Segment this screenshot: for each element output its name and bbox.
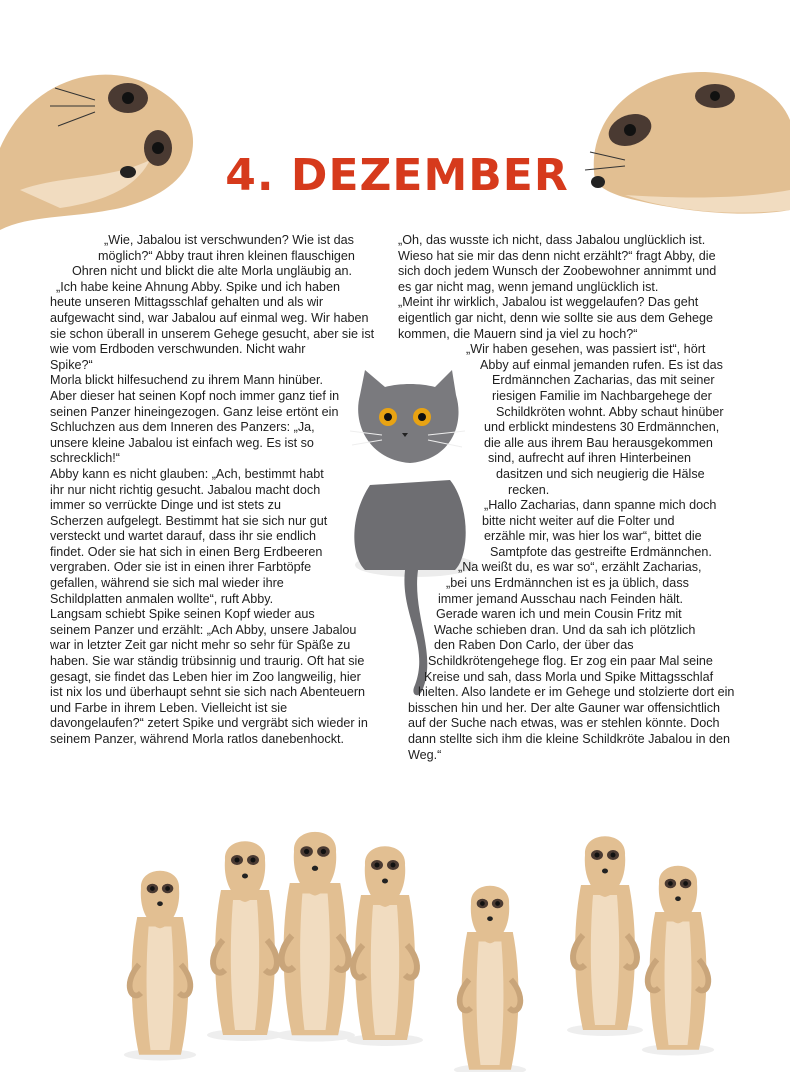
meerkat-figure [642,866,714,1056]
story-line: riesigen Familie im Nachbargehege der [492,388,712,403]
story-line: hielten. Also landete er im Gehege und stolzierte dort ein [418,685,735,700]
story-line: „Wie, Jabalou ist verschwunden? Wie ist das [104,233,354,247]
story-line: Abby kann es nicht glauben: „Ach, bestimmt habt [50,466,324,481]
story-line: davongelaufen?“ zetert Spike und vergräbt sich wieder in [50,716,368,731]
story-line: Spike?“ [50,357,93,372]
story-line: Wache schieben dran. Und da sah ich plötzlich [434,622,696,637]
story-line: gefallen, während sie sich mal wieder ihre [50,576,284,591]
story-line: kommen, die Mauern sind ja viel zu hoch?“ [398,326,638,341]
story-column-left [50,233,380,748]
story-line: sie schon überall in unserem Gehege gesucht, aber sie ist [50,326,375,341]
story-line: Abby auf einmal jemanden rufen. Es ist das [480,357,723,372]
story-line: die alle aus ihrem Bau herausgekommen [484,435,713,450]
story-line: ist nix los und überhaupt sehnt sie sich nach Abenteuern [50,685,366,700]
story-line: findet. Oder sie hat sich in einen Berg Erdbeeren [50,544,323,559]
story-line: „Meint ihr wirklich, Jabalou ist weggelaufen? Das geht [398,295,699,310]
story-line: „Oh, das wusste ich nicht, dass Jabalou unglücklich ist. [398,233,706,247]
story-line: eigentlich gar nicht, denn wie sollte sie aus dem Gehege [398,310,714,325]
story-line: möglich?“ Abby traut ihren kleinen flauschigen [98,248,355,263]
story-line: Schildkrötengehege flog. Er zog ein paar Mal seine [428,654,713,669]
story-line: unsere kleine Jabalou ist einfach weg. Es ist so [50,435,314,450]
story-line: bitte nicht weiter auf die Folter und [482,513,675,528]
story-line: Ohren nicht und blickt die alte Morla ungläubig an. [72,264,353,279]
story-line: „bei uns Erdmännchen ist es ja üblich, dass [446,576,689,591]
story-line: heute unseren Mittagsschlaf gehalten und als wir [50,295,324,310]
meerkat-illustration-top-left [0,40,215,245]
story-line: „Na weißt du, es war so“, erzählt Zacharias, [458,560,702,575]
story-line: wie vom Erdboden verschwunden. Nicht wahr [50,342,306,357]
story-line: sind, aufrecht auf ihren Hinterbeinen [488,451,692,466]
story-line: „Hallo Zacharias, dann spanne mich doch [484,498,717,513]
story-line: seinem Panzer und erzählt: „Ach Abby, unsere Jabalou [50,622,357,637]
meerkat-figure [454,886,526,1072]
story-line: Gerade waren ich und mein Cousin Fritz mit [436,607,682,622]
story-line: erzähle mir, was hier los war“, bittet die [484,529,702,544]
story-line: es gar nicht mag, wenn jemand unglücklich ist. [398,279,659,294]
meerkat-figure [347,846,423,1046]
story-line: seinen Panzer hineingezogen. Ganz leise ertönt ein [50,404,339,419]
meerkat-illustration-top-right [565,60,790,220]
story-line: Weg.“ [408,747,442,762]
meerkat-figure [275,832,355,1042]
story-line: bisschen hin und her. Der alte Gauner war offensichtlich [408,700,720,715]
story-line: schrecklich!“ [50,451,120,466]
meerkat-figure [207,841,283,1041]
story-line: recken. [508,482,550,497]
story-line: und Farbe in ihrem Leben. Vielleicht ist sie [50,700,288,715]
story-line: ihr nur nicht richtig gesucht. Jabalou macht doch [50,482,321,497]
story-line: dasitzen und sich neugierig die Hälse [496,466,705,481]
story-line: gesagt, sie findet das Leben hier im Zoo langweilig, hier [50,669,361,684]
story-line: und erblickt mindestens 30 Erdmännchen, [484,420,720,435]
story-line: den Raben Don Carlo, der über das [434,638,634,653]
story-line: auf der Suche nach etwas, was er stehlen könnte. Doch [408,716,720,731]
page-title: 4. DEZEMBER [225,150,569,201]
story-line: aufgewacht sind, war Jabalou auf einmal weg. Wir haben [50,310,369,325]
story-line: Schluchzen aus dem Inneren des Panzers: „Ja, [50,420,315,435]
story-line: Langsam schiebt Spike seinen Kopf wieder aus [50,607,315,622]
story-line: dann stellte sich ihm die kleine Schildkröte Jabalou in den [408,732,731,746]
story-line: sich doch jedem Wunsch der Zoobewohner annimmt und [398,264,717,279]
story-line: war in letzter Zeit gar nicht mehr so sehr für Späße zu [50,638,351,653]
meerkat-figure [567,836,643,1036]
story-line: Aber dieser hat seinen Kopf noch immer ganz tief in [50,388,340,403]
story-line: Scherzen aufgelegt. Bestimmt hat sie sich nur gut [50,513,328,528]
story-column-right [388,233,733,763]
story-line: Schildplatten anmalen wollte“, ruft Abby. [50,591,274,606]
story-line: Erdmännchen Zacharias, das mit seiner [492,373,715,388]
meerkats-group-illustration [0,800,794,1072]
story-line: Wieso hat sie mir das denn nicht erzählt?“ fragt Abby, die [398,248,716,263]
story-line: haben. Sie war ständig trübsinnig und traurig. Oft hat sie [50,654,365,669]
story-line: Samtpfote das gestreifte Erdmännchen. [490,544,712,559]
story-line: seinem Panzer, während Morla ratlos danebenhockt. [50,732,345,746]
meerkat-figure [124,871,196,1061]
story-line: versteckt und wartet darauf, dass ihr sie endlich [50,529,316,544]
story-line: Schildkröten wohnt. Abby schaut hinüber [496,404,724,419]
story-line: Morla blickt hilfesuchend zu ihrem Mann hinüber. [50,373,324,388]
story-line: Kreise und sah, dass Morla und Spike Mittagsschlaf [424,669,714,684]
story-line: immer jemand Ausschau nach Feinden hält. [438,591,684,606]
story-line: „Ich habe keine Ahnung Abby. Spike und ich haben [56,279,341,294]
story-line: „Wir haben gesehen, was passiert ist“, hört [466,342,706,357]
story-line: vergraben. Oder sie ist in einen ihrer Farbtöpfe [50,560,312,575]
story-line: immer so verrückte Dinge und ist stets zu [50,498,281,513]
